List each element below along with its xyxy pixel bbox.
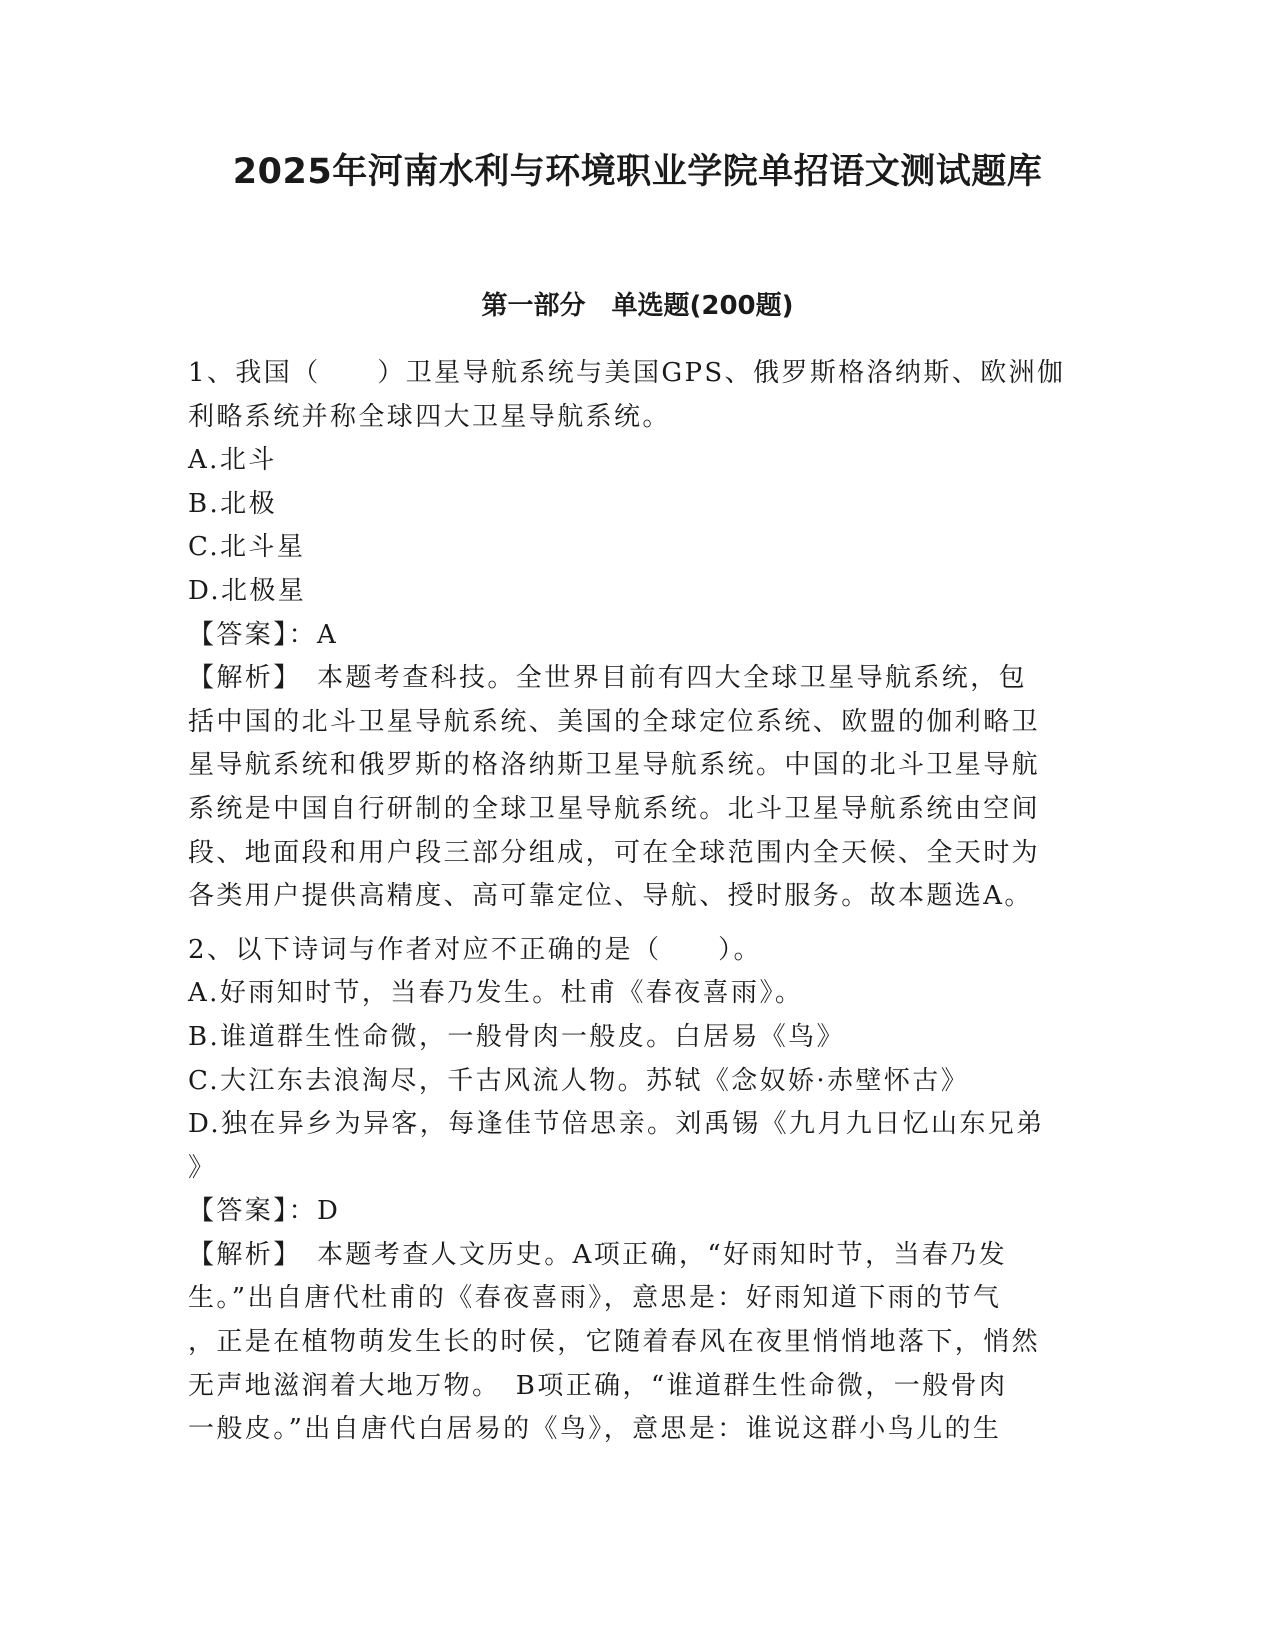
analysis-line: 生。”出自唐代杜甫的《春夜喜雨》，意思是：好雨知道下雨的节气: [188, 1283, 1002, 1314]
option-b: B.北极: [188, 488, 277, 519]
question-list: [188, 352, 1068, 1452]
answer-line: 【答案】：D: [188, 1196, 341, 1227]
question-stem-line: 利略系统并称全球四大卫星导航系统。: [188, 401, 671, 432]
analysis-line: 括中国的北斗卫星导航系统、美国的全球定位系统、欧盟的伽利略卫: [188, 706, 1041, 737]
option-d: D.独在异乡为异客，每逢佳节倍思亲。刘禹锡《九月九日忆山东兄弟: [188, 1109, 1045, 1140]
option-a: A.北斗: [188, 445, 277, 476]
section-title: 第一部分 单选题(200题): [481, 291, 794, 321]
analysis-line: 无声地滋润着大地万物。 B项正确，“谁道群生性命微，一般骨肉: [188, 1370, 1008, 1401]
analysis-line: 星导航系统和俄罗斯的格洛纳斯卫星导航系统。中国的北斗卫星导航: [188, 750, 1041, 781]
analysis-line: 段、地面段和用户段三部分组成，可在全球范围内全天候、全天时为: [188, 837, 1041, 868]
analysis-line: ，正是在植物萌发生长的时侯，它随着春风在夜里悄悄地落下，悄然: [188, 1327, 1041, 1358]
question-stem-line: 2、以下诗词与作者对应不正确的是（ ）。: [188, 934, 762, 965]
analysis-line: 系统是中国自行研制的全球卫星导航系统。北斗卫星导航系统由空间: [188, 793, 1041, 824]
analysis-line: 一般皮。”出自唐代白居易的《鸟》，意思是：谁说这群小鸟儿的生: [188, 1414, 1002, 1445]
analysis-line: 【解析】 本题考查人文历史。A项正确，“好雨知时节，当春乃发: [188, 1239, 1008, 1270]
document-title: 2025年河南水利与环境职业学院单招语文测试题库: [232, 152, 1043, 192]
question-1: [188, 352, 1068, 919]
option-b: B.谁道群生性命微，一般骨肉一般皮。白居易《鸟》: [188, 1021, 845, 1052]
question-spacer: [188, 919, 1068, 929]
analysis-line: 【解析】 本题考查科技。全世界目前有四大全球卫星导航系统，包: [188, 663, 1028, 694]
option-c: C.大江东去浪淘尽，千古风流人物。苏轼《念奴娇·赤壁怀古》: [188, 1065, 970, 1096]
question-stem-line: 1、我国（ ）卫星导航系统与美国GPS、俄罗斯格洛纳斯、欧洲伽: [188, 358, 1066, 388]
option-c: C.北斗星: [188, 532, 306, 563]
option-a: A.好雨知时节，当春乃发生。杜甫《春夜喜雨》。: [188, 978, 804, 1009]
analysis-line: 各类用户提供高精度、高可靠定位、导航、授时服务。故本题选A。: [188, 881, 1033, 912]
question-2: [188, 929, 1068, 1452]
option-d-continued: 》: [188, 1152, 217, 1183]
option-d: D.北极星: [188, 575, 307, 606]
answer-line: 【答案】：A: [188, 619, 339, 650]
